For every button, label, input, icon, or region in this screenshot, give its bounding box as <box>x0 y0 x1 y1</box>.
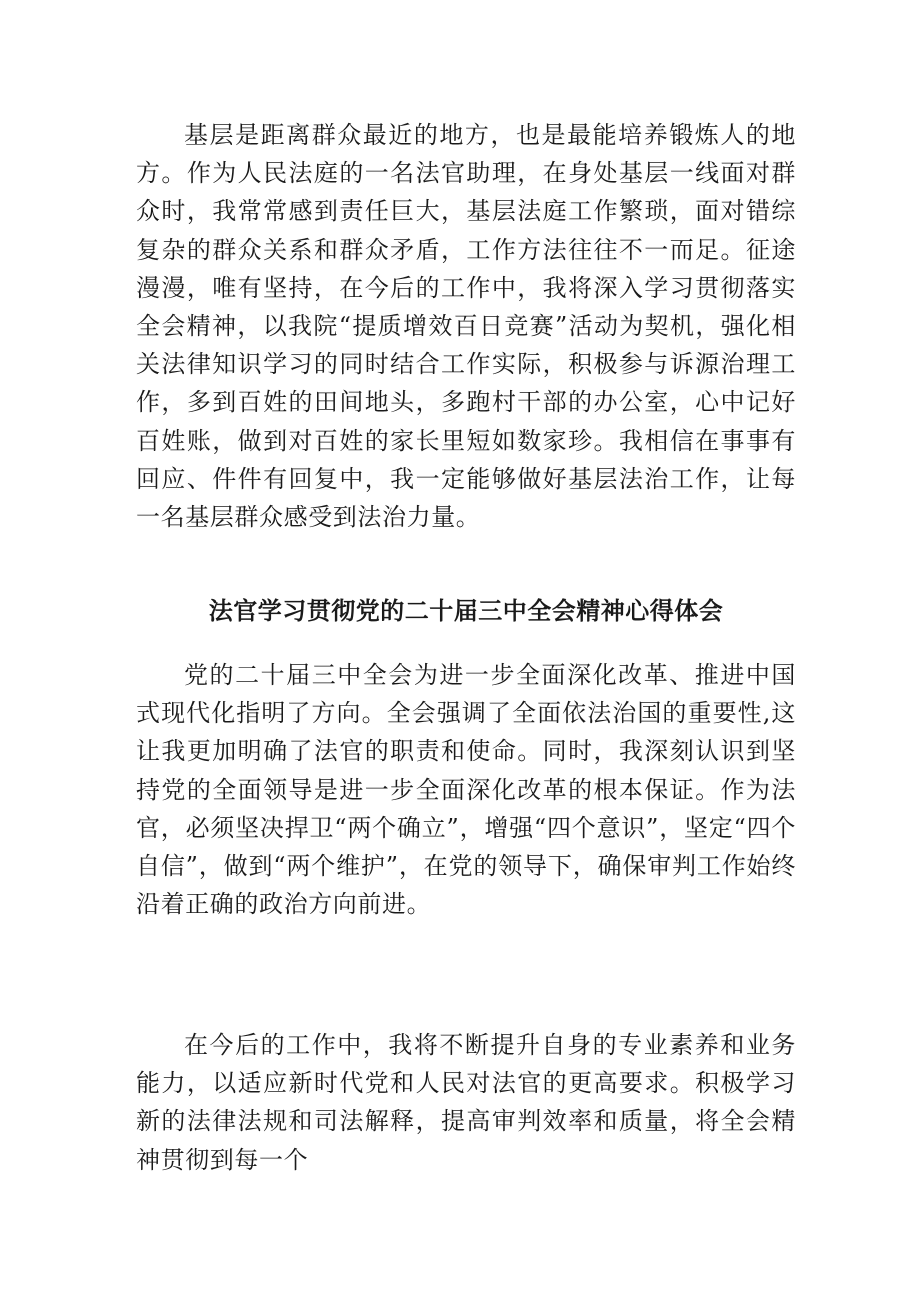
body-paragraph-grassroots: 基层是距离群众最近的地方，也是最能培养锻炼人的地方。作为人民法庭的一名法官助理，在身处基层一线面对群众时，我常常感到责任巨大，基层法庭工作繁琐，面对错综复杂的群众关系和群众矛盾，工作方法往往不一而足。征途漫漫，唯有坚持，在今后的工作中，我将深入学习贯彻落实全会精神，以我院“提质增效百日竞赛”活动为契机，强化相关法律知识学习的同时结合工作实际，积极参与诉源治理工作，多到百姓的田间地头，多跑村干部的办公室，心中记好百姓账，做到对百姓的家长里短如数家珍。我相信在事事有回应、件件有回复中，我一定能够做好基层法治工作，让每一名基层群众感受到法治力量。 <box>136 121 796 532</box>
body-paragraph-plenary-session: 党的二十届三中全会为进一步全面深化改革、推进中国式现代化指明了方向。全会强调了全面依法治国的重要性,这让我更加明确了法官的职责和使命。同时，我深刻认识到坚持党的全面领导是进一步全面深化改革的根本保证。作为法官，必须坚决捍卫“两个确立”，增强“四个意识”，坚定“四个自信”，做到“两个维护”，在党的领导下，确保审判工作始终沿着正确的政治方向前进。 <box>136 661 796 919</box>
body-paragraph-future-work: 在今后的工作中，我将不断提升自身的专业素养和业务能力，以适应新时代党和人民对法官的更高要求。积极学习新的法律法规和司法解释，提高审判效率和质量，将全会精神贯彻到每一个 <box>136 1031 796 1174</box>
section-title: 法官学习贯彻党的二十届三中全会精神心得体会 <box>208 596 724 625</box>
